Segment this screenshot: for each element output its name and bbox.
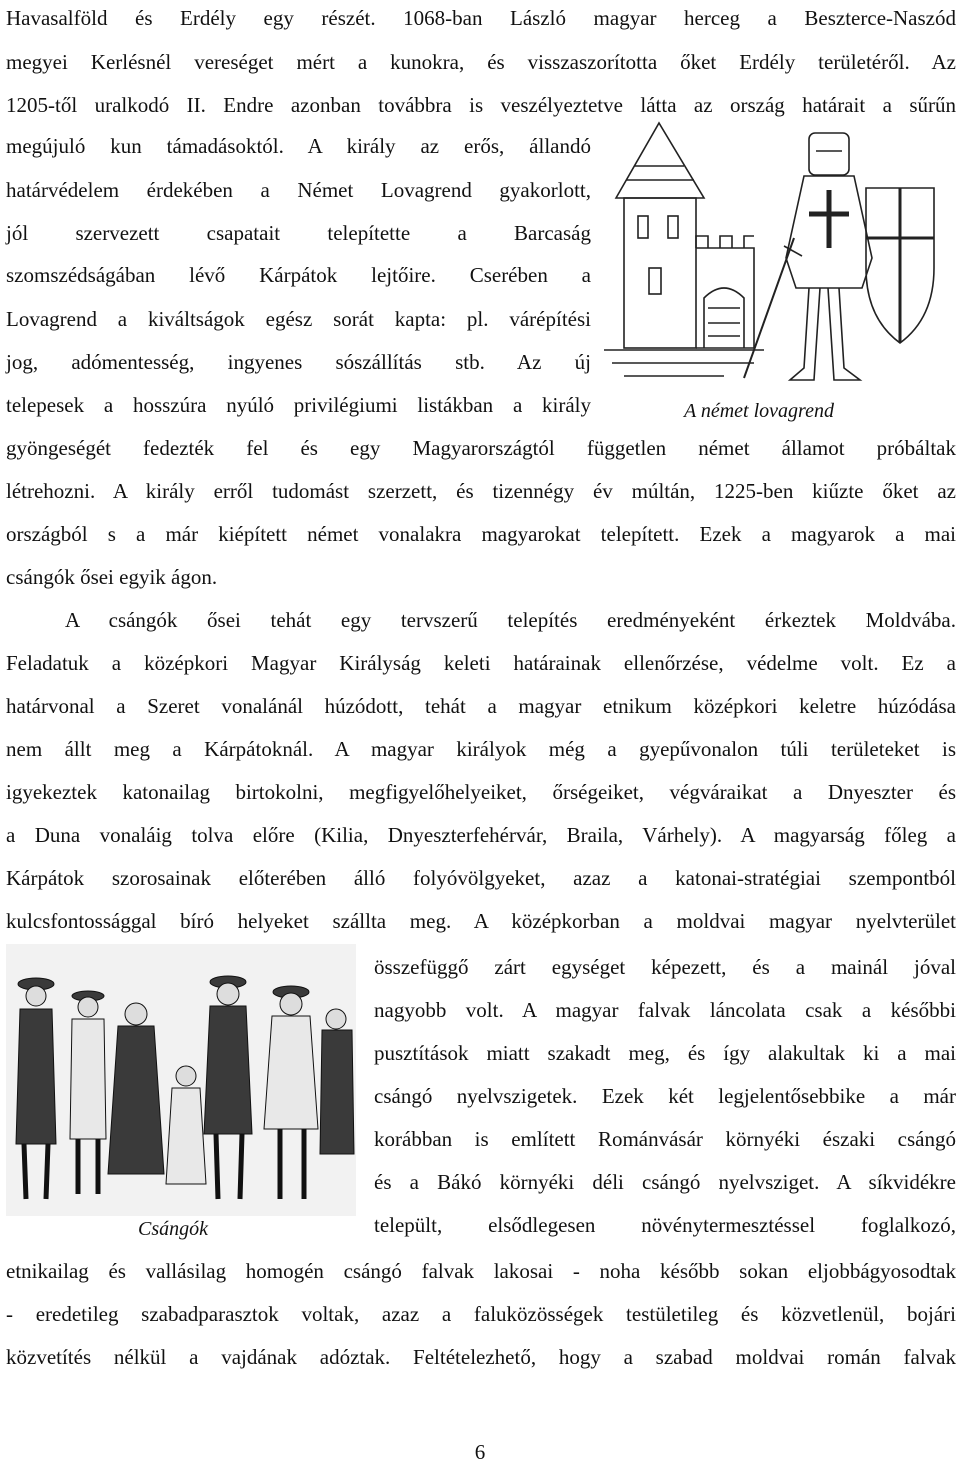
text-line: Havasalföld és Erdély egy részét. 1068-ban László magyar herceg a Beszterce-Naszód bbox=[6, 6, 956, 30]
page-number: 6 bbox=[474, 1440, 486, 1464]
text-line: nagyobb volt. A magyar falvak láncolata csak a későbbi bbox=[374, 998, 956, 1022]
text-line: csángók ősei egyik ágon. bbox=[6, 565, 218, 589]
knight-castle-illustration bbox=[604, 118, 954, 403]
text-line: etnikailag és vallásilag homogén csángó falvak lakosai - noha később sokan eljobbágyosodtak bbox=[6, 1259, 956, 1283]
text-line: csángó nyelvszigetek. Ezek két legjelentősebbike a már bbox=[374, 1084, 956, 1108]
text-line: jól szervezett csapatait telepítette a Barcaság bbox=[6, 221, 591, 245]
text-line: 1205-től uralkodó II. Endre azonban továbbra is veszélyeztetve látta az ország határait a sűrűn bbox=[6, 93, 956, 117]
text-line: közvetítés nélkül a vajdának adóztak. Feltételezhető, hogy a szabad moldvai román falvak bbox=[6, 1345, 956, 1369]
csangok-illustration bbox=[6, 944, 356, 1216]
text-line: nem állt meg a Kárpátoknál. A magyar királyok még a gyepűvonalon túli területeket is bbox=[6, 737, 956, 761]
figure-caption: A német lovagrend bbox=[684, 400, 834, 422]
text-line: kulcsfontossággal bíró helyeket szállta meg. A középkorban a moldvai magyar nyelvterület bbox=[6, 909, 956, 933]
text-line: Kárpátok szorosainak előterében álló folyóvölgyeket, azaz a katonai-stratégiai szempontból bbox=[6, 866, 956, 890]
text-line: összefüggő zárt egységet képezett, és a mainál jóval bbox=[374, 955, 956, 979]
text-line: korábban is említett Románvásár környéki északi csángó bbox=[374, 1127, 956, 1151]
text-line: határvédelem érdekében a Német Lovagrend gyakorlott, bbox=[6, 178, 591, 202]
text-line: Feladatuk a középkori Magyar Királyság keleti határainak ellenőrzése, védelme volt. Ez a bbox=[6, 651, 956, 675]
text-line: megújuló kun támadásoktól. A király az erős, állandó bbox=[6, 134, 591, 158]
text-line: gyöngeségét fedezték fel és egy Magyarországtól független német államot próbáltak bbox=[6, 436, 956, 460]
text-line: pusztítások miatt szakadt meg, és így alakultak ki a mai bbox=[374, 1041, 956, 1065]
text-line: Lovagrend a kiváltságok egész sorát kapta: pl. várépítési bbox=[6, 307, 591, 331]
text-line: telepesek a hosszúra nyúló privilégiumi listákban a király bbox=[6, 393, 591, 417]
text-line: települt, elsődlegesen növénytermesztéssel foglalkozó, bbox=[374, 1213, 956, 1237]
text-line: országból s a már kiépített német vonalakra magyarokat telepített. Ezek a magyarok a mai bbox=[6, 522, 956, 546]
text-line: - eredetileg szabadparasztok voltak, azaz a faluközösségek testületileg és közvetlenül, bojári bbox=[6, 1302, 956, 1326]
figure-caption: Csángók bbox=[138, 1218, 208, 1240]
text-line: és a Bákó környéki déli csángó nyelvsziget. A síkvidékre bbox=[374, 1170, 956, 1194]
text-line: megyei Kerlésnél vereséget mért a kunokra, és visszaszorította őket Erdély területéről. Az bbox=[6, 50, 956, 74]
text-line: a Duna vonaláig tolva előre (Kilia, Dnyeszterfehérvár, Braila, Várhely). A magyarság főleg a bbox=[6, 823, 956, 847]
text-line: létrehozni. A király erről tudomást szerzett, és tizennégy év múltán, 1225-ben kiűzte őket az bbox=[6, 479, 956, 503]
text-line: szomszédságában lévő Kárpátok lejtőire. Cserében a bbox=[6, 263, 591, 287]
text-line: jog, adómentesség, ingyenes sószállítás stb. Az új bbox=[6, 350, 591, 374]
text-line: határvonal a Szeret vonalánál húzódott, tehát a magyar etnikum középkori keletre húzódása bbox=[6, 694, 956, 718]
text-line: igyekeztek katonailag birtokolni, megfigyelőhelyeiket, őrségeiket, végváraikat a Dnyeszter és bbox=[6, 780, 956, 804]
text-line: A csángók ősei tehát egy tervszerű telepítés eredményeként érkeztek Moldvába. bbox=[65, 608, 956, 632]
